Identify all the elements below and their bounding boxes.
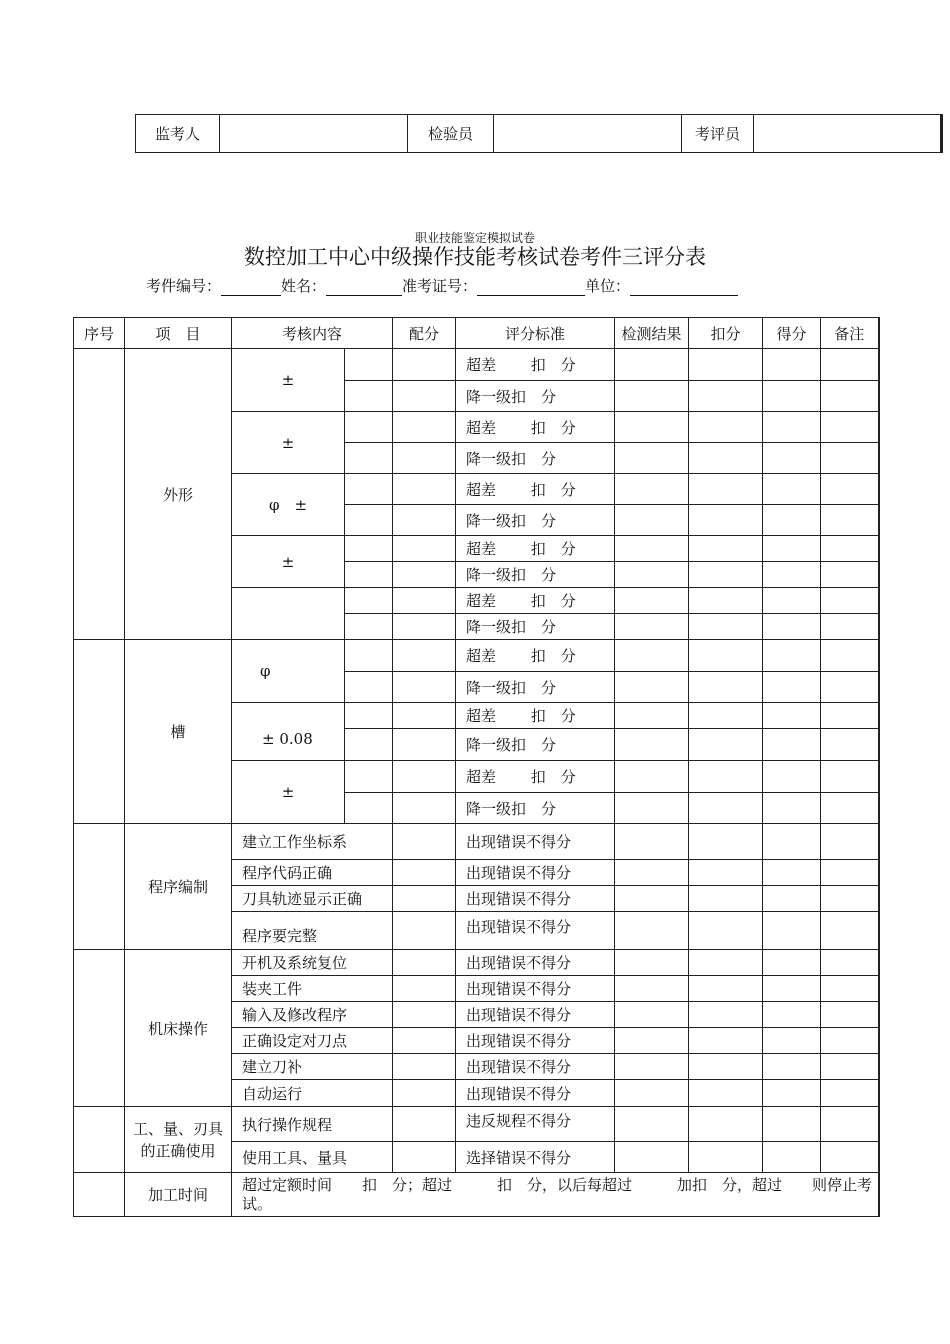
content-cell: 使用工具、量具 [232, 1142, 393, 1173]
content-cell: ± [232, 761, 345, 824]
content-cell: 超过定额时间 扣 分；超过 扣 分，以后每超过 加扣 分，超过 则停止考试。 [232, 1173, 879, 1217]
unit-label: 单位： [585, 277, 631, 295]
criteria-cell: 超差 扣 分 [456, 761, 615, 793]
criteria-cell: 违反规程不得分 [456, 1107, 615, 1142]
table-row [74, 1107, 879, 1142]
inspector-label: 检验员 [408, 115, 494, 153]
content-cell: φ [232, 640, 345, 703]
criteria-cell: 超差 扣 分 [456, 536, 615, 562]
col-project: 项 目 [125, 318, 232, 349]
content-cell: 刀具轨迹显示正确 [232, 886, 393, 912]
criteria-cell: 选择错误不得分 [456, 1142, 615, 1173]
table-row [74, 640, 879, 672]
content-cell: ± [232, 536, 345, 588]
table-row [74, 1173, 879, 1217]
content-cell: 自动运行 [232, 1080, 393, 1107]
invigilator-field[interactable] [220, 115, 408, 153]
scoring-table [73, 317, 880, 1217]
table-header-row [74, 318, 879, 349]
exam-piece-no-field[interactable] [221, 280, 281, 296]
col-seq: 序号 [74, 318, 125, 349]
criteria-cell: 出现错误不得分 [456, 1080, 615, 1107]
criteria-cell: 出现错误不得分 [456, 950, 615, 976]
name-label: 姓名： [281, 277, 327, 295]
criteria-cell: 超差 扣 分 [456, 474, 615, 505]
invigilator-label: 监考人 [136, 115, 220, 153]
col-remark: 备注 [821, 318, 879, 349]
admission-no-field[interactable] [477, 280, 585, 296]
name-field[interactable] [326, 280, 402, 296]
seq-cell [74, 1107, 125, 1173]
content-cell: ± 0.08 [232, 703, 345, 761]
examiner-field[interactable] [754, 115, 942, 153]
criteria-cell: 降一级扣 分 [456, 614, 615, 640]
criteria-cell: 降一级扣 分 [456, 381, 615, 412]
project-cell: 外形 [125, 349, 232, 640]
criteria-cell: 降一级扣 分 [456, 793, 615, 824]
content-cell: φ ± [232, 474, 345, 536]
table-row [74, 349, 879, 381]
inspector-field[interactable] [494, 115, 682, 153]
content-cell: 执行操作规程 [232, 1107, 393, 1142]
seq-cell [74, 349, 125, 640]
criteria-cell: 出现错误不得分 [456, 824, 615, 860]
admission-no-label: 准考证号： [402, 277, 478, 295]
content-cell: 程序要完整 [232, 912, 393, 950]
table-row [74, 824, 879, 860]
criteria-cell: 超差 扣 分 [456, 703, 615, 729]
criteria-cell: 出现错误不得分 [456, 912, 615, 950]
col-score: 得分 [763, 318, 821, 349]
criteria-cell: 降一级扣 分 [456, 562, 615, 588]
col-content: 考核内容 [232, 318, 393, 349]
examiner-label: 考评员 [682, 115, 754, 153]
project-cell: 加工时间 [125, 1173, 232, 1217]
content-cell [232, 588, 345, 640]
col-result: 检测结果 [615, 318, 689, 349]
document-subtitle: 职业技能鉴定模拟试卷 [414, 231, 535, 245]
project-cell: 机床操作 [125, 950, 232, 1107]
criteria-cell: 降一级扣 分 [456, 729, 615, 761]
criteria-cell: 降一级扣 分 [456, 505, 615, 536]
content-cell: 程序代码正确 [232, 860, 393, 886]
project-cell: 工、量、刃具的正确使用 [125, 1107, 232, 1173]
seq-cell [74, 824, 125, 950]
content-cell: 正确设定对刀点 [232, 1028, 393, 1054]
criteria-cell: 超差 扣 分 [456, 588, 615, 614]
exam-piece-no-label: 考件编号： [146, 277, 222, 295]
seq-cell [74, 640, 125, 824]
criteria-cell: 超差 扣 分 [456, 349, 615, 381]
content-cell: ± [232, 412, 345, 474]
project-cell: 程序编制 [125, 824, 232, 950]
col-criteria: 评分标准 [456, 318, 615, 349]
criteria-cell: 出现错误不得分 [456, 886, 615, 912]
content-cell: 开机及系统复位 [232, 950, 393, 976]
criteria-cell: 超差 扣 分 [456, 640, 615, 672]
col-points: 配分 [393, 318, 456, 349]
content-cell: ± [232, 349, 345, 412]
col-deduct: 扣分 [689, 318, 763, 349]
document-title: 数控加工中心中级操作技能考核试卷考件三评分表 [244, 245, 706, 269]
content-cell: 输入及修改程序 [232, 1002, 393, 1028]
seq-cell [74, 950, 125, 1107]
criteria-cell: 出现错误不得分 [456, 1028, 615, 1054]
content-cell: 建立工作坐标系 [232, 824, 393, 860]
table-row [74, 950, 879, 976]
signature-table [135, 114, 943, 153]
project-cell: 槽 [125, 640, 232, 824]
criteria-cell: 出现错误不得分 [456, 1054, 615, 1080]
criteria-cell: 超差 扣 分 [456, 412, 615, 443]
criteria-cell: 出现错误不得分 [456, 976, 615, 1002]
unit-field[interactable] [630, 280, 738, 296]
content-cell: 建立刀补 [232, 1054, 393, 1080]
seq-cell [74, 1173, 125, 1217]
criteria-cell: 降一级扣 分 [456, 443, 615, 474]
criteria-cell: 出现错误不得分 [456, 1002, 615, 1028]
content-cell: 装夹工件 [232, 976, 393, 1002]
criteria-cell: 降一级扣 分 [456, 672, 615, 703]
criteria-cell: 出现错误不得分 [456, 860, 615, 886]
candidate-info-row [146, 275, 738, 296]
